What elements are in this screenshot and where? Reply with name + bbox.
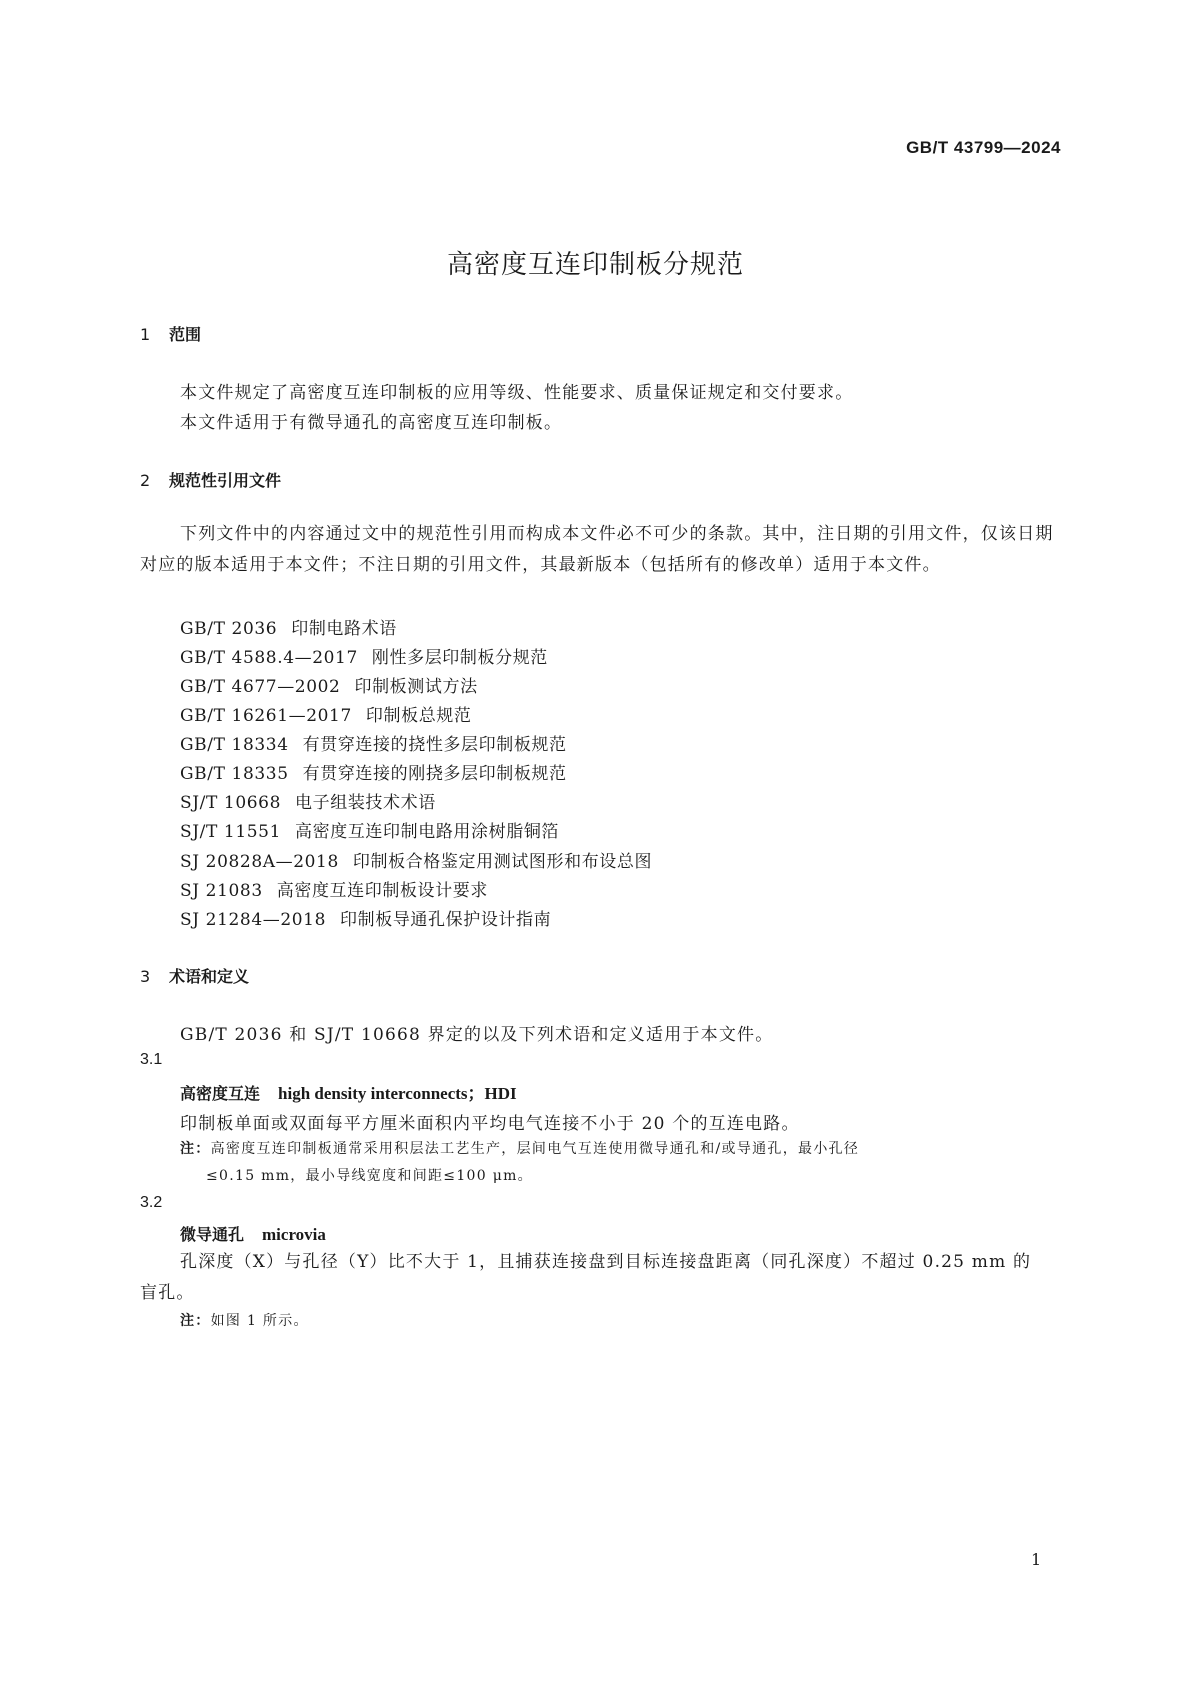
term-definition: 印制板单面或双面每平方厘米面积内平均电气连接不小于 20 个的互连电路。: [180, 1114, 800, 1134]
reference-title: 印制板总规范: [365, 706, 472, 726]
note-text-continued: ≤0.15 mm，最小导线宽度和间距≤100 μm。: [206, 1168, 533, 1184]
reference-title: 电子组装技术术语: [295, 793, 436, 813]
reference-title: 印制电路术语: [291, 619, 397, 639]
reference-item: [180, 905, 551, 930]
section-title: 术语和定义: [169, 967, 250, 986]
standard-number: GB/T 43799—2024: [906, 138, 1061, 157]
reference-code: GB/T 18334: [180, 735, 289, 755]
section-number: 2: [140, 471, 151, 490]
reference-title: 有贯穿连接的挠性多层印制板规范: [302, 735, 567, 755]
term-note: [180, 1136, 1060, 1190]
reference-code: GB/T 4588.4—2017: [180, 648, 358, 668]
term-number: 3.1: [140, 1051, 163, 1068]
reference-title: 高密度互连印制电路用涂树脂铜箔: [295, 822, 560, 842]
reference-code: SJ 20828A—2018: [180, 852, 339, 872]
term-zh: 微导通孔: [180, 1225, 245, 1244]
section-2-intro: 下列文件中的内容通过文中的规范性引用而构成本文件必不可少的条款。其中，注日期的引用文件，仅该日期对应的版本适用于本文件；不注日期的引用文件，其最新版本（包括所有的修改单）适用于本文件。: [140, 524, 1054, 575]
section-title: 范围: [169, 325, 202, 344]
reference-item: [180, 788, 436, 813]
reference-item: [180, 614, 397, 639]
reference-item: [180, 817, 559, 842]
reference-code: GB/T 18335: [180, 764, 289, 784]
section-number: 1: [140, 325, 151, 344]
section-2-heading: [140, 468, 281, 491]
reference-title: 有贯穿连接的刚挠多层印制板规范: [302, 764, 567, 784]
reference-title: 高密度互连印制板设计要求: [276, 881, 488, 901]
reference-code: GB/T 2036: [180, 619, 278, 639]
reference-code: SJ 21284—2018: [180, 910, 327, 930]
reference-item: [180, 876, 488, 901]
term-en: high density interconnects；HDI: [278, 1084, 517, 1103]
reference-title: 印制板测试方法: [354, 677, 478, 697]
section-3-intro: GB/T 2036 和 SJ/T 10668 界定的以及下列术语和定义适用于本文件。: [180, 1025, 774, 1045]
section-1-paragraph-1: 本文件规定了高密度互连印制板的应用等级、性能要求、质量保证规定和交付要求。: [180, 383, 854, 403]
section-1-heading: [140, 322, 201, 345]
note-text: 高密度互连印制板通常采用积层法工艺生产，层间电气互连使用微导通孔和/或导通孔，最小孔径: [210, 1141, 860, 1157]
definition-text-continued: 盲孔。: [140, 1283, 195, 1303]
term-note: [180, 1308, 1060, 1335]
reference-item: [180, 701, 472, 726]
section-number: 3: [140, 967, 151, 986]
definition-text: 孔深度（X）与孔径（Y）比不大于 1，且捕获连接盘到目标连接盘距离（同孔深度）不超过 0.25 mm 的: [180, 1252, 1032, 1272]
reference-item: [180, 847, 652, 872]
reference-item: [180, 643, 548, 668]
reference-item: [180, 730, 567, 755]
reference-item: [180, 759, 567, 784]
reference-title: 印制板合格鉴定用测试图形和布设总图: [352, 852, 653, 872]
note-label: 注：: [180, 1141, 211, 1157]
term-number: 3.2: [140, 1194, 163, 1211]
reference-code: SJ/T 10668: [180, 793, 282, 813]
note-label: 注：: [180, 1313, 211, 1329]
section-1-paragraph-2: 本文件适用于有微导通孔的高密度互连印制板。: [180, 413, 563, 433]
term-zh: 高密度互连: [180, 1084, 261, 1103]
term-heading: [180, 1222, 326, 1245]
term-heading: [180, 1079, 517, 1104]
section-3-heading: [140, 964, 249, 987]
section-title: 规范性引用文件: [169, 471, 282, 490]
reference-code: GB/T 4677—2002: [180, 677, 341, 697]
document-title: 高密度互连印制板分规范: [446, 250, 744, 280]
reference-title: 刚性多层印制板分规范: [371, 648, 548, 668]
reference-code: SJ/T 11551: [180, 822, 282, 842]
reference-title: 印制板导通孔保护设计指南: [340, 910, 552, 930]
reference-item: [180, 672, 478, 697]
page-number: 1: [1031, 1550, 1042, 1569]
reference-code: GB/T 16261—2017: [180, 706, 352, 726]
note-text: 如图 1 所示。: [210, 1313, 309, 1329]
term-en: microvia: [262, 1225, 326, 1244]
term-definition: [140, 1247, 1060, 1309]
reference-code: SJ 21083: [180, 881, 263, 901]
